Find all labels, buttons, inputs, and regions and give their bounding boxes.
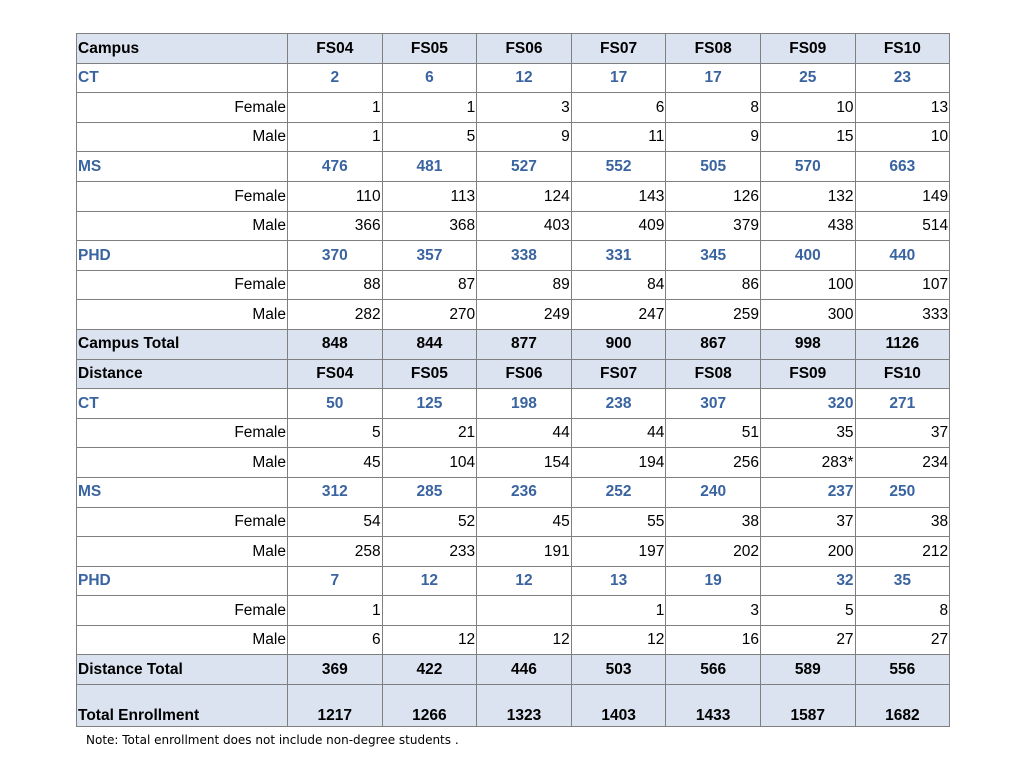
male-count-cell: 9	[666, 122, 761, 152]
distance-total-cell: 589	[760, 655, 855, 685]
degree-total-cell: 481	[382, 152, 477, 182]
male-count-cell: 212	[855, 537, 950, 567]
distance-phd-male-row	[77, 625, 950, 655]
male-count-cell: 6	[288, 625, 383, 655]
campus-header-label: Campus	[77, 34, 288, 64]
distance-ms-female-row	[77, 507, 950, 537]
male-count-cell: 234	[855, 448, 950, 478]
male-count-cell: 258	[288, 537, 383, 567]
male-count-cell: 409	[571, 211, 666, 241]
male-count-cell: 12	[571, 625, 666, 655]
degree-total-cell: 338	[477, 241, 572, 271]
campus-total-cell: 1126	[855, 329, 950, 359]
male-count-cell: 256	[666, 448, 761, 478]
female-count-cell: 1	[571, 596, 666, 626]
year-header-cell: FS04	[288, 34, 383, 64]
male-count-cell: 197	[571, 537, 666, 567]
degree-label: PHD	[77, 566, 288, 596]
female-count-cell: 84	[571, 270, 666, 300]
year-header-cell: FS10	[855, 359, 950, 389]
female-label: Female	[77, 270, 288, 300]
female-count-cell: 45	[477, 507, 572, 537]
campus-phd-male-row	[77, 300, 950, 330]
degree-total-cell: 285	[382, 477, 477, 507]
degree-total-cell: 307	[666, 389, 761, 419]
degree-total-cell: 19	[666, 566, 761, 596]
distance-ct-row	[77, 389, 950, 419]
degree-total-cell: 6	[382, 63, 477, 93]
year-header-cell: FS05	[382, 359, 477, 389]
male-label: Male	[77, 448, 288, 478]
enrollment-table	[76, 33, 950, 727]
degree-total-cell: 12	[382, 566, 477, 596]
female-count-cell: 8	[855, 596, 950, 626]
campus-phd-female-row	[77, 270, 950, 300]
male-label: Male	[77, 625, 288, 655]
degree-total-cell: 125	[382, 389, 477, 419]
distance-ms-male-row	[77, 537, 950, 567]
degree-total-cell: 250	[855, 477, 950, 507]
campus-ms-row	[77, 152, 950, 182]
male-count-cell: 16	[666, 625, 761, 655]
year-header-cell: FS07	[571, 34, 666, 64]
distance-total-cell: 446	[477, 655, 572, 685]
degree-total-cell: 236	[477, 477, 572, 507]
male-label: Male	[77, 300, 288, 330]
degree-total-cell: 476	[288, 152, 383, 182]
degree-total-cell: 12	[477, 566, 572, 596]
distance-total-cell: 369	[288, 655, 383, 685]
male-count-cell: 10	[855, 122, 950, 152]
distance-total-row	[77, 655, 950, 685]
female-count-cell: 86	[666, 270, 761, 300]
female-count-cell: 113	[382, 181, 477, 211]
male-count-cell: 1	[288, 122, 383, 152]
campus-header-row	[77, 34, 950, 64]
footnote: Note: Total enrollment does not include non-degree students .	[86, 733, 459, 747]
campus-total-label: Campus Total	[77, 329, 288, 359]
degree-total-cell: 32	[760, 566, 855, 596]
campus-ms-female-row	[77, 181, 950, 211]
year-header-cell: FS04	[288, 359, 383, 389]
degree-label: PHD	[77, 241, 288, 271]
male-count-cell: 300	[760, 300, 855, 330]
year-header-cell: FS06	[477, 34, 572, 64]
male-label: Male	[77, 122, 288, 152]
female-count-cell: 35	[760, 418, 855, 448]
distance-ct-female-row	[77, 418, 950, 448]
female-count-cell: 149	[855, 181, 950, 211]
male-count-cell: 247	[571, 300, 666, 330]
female-label: Female	[77, 418, 288, 448]
female-count-cell: 3	[666, 596, 761, 626]
degree-total-cell: 345	[666, 241, 761, 271]
campus-total-cell: 998	[760, 329, 855, 359]
female-count-cell: 5	[288, 418, 383, 448]
total-enrollment-cell: 1403	[571, 685, 666, 727]
female-count-cell: 1	[288, 596, 383, 626]
degree-total-cell: 198	[477, 389, 572, 419]
male-count-cell: 202	[666, 537, 761, 567]
female-count-cell: 38	[666, 507, 761, 537]
male-count-cell: 104	[382, 448, 477, 478]
degree-total-cell: 17	[571, 63, 666, 93]
degree-total-cell: 35	[855, 566, 950, 596]
degree-total-cell: 440	[855, 241, 950, 271]
male-count-cell: 368	[382, 211, 477, 241]
year-header-cell: FS08	[666, 34, 761, 64]
total-enrollment-cell: 1217	[288, 685, 383, 727]
male-count-cell: 154	[477, 448, 572, 478]
distance-header-label: Distance	[77, 359, 288, 389]
degree-total-cell: 25	[760, 63, 855, 93]
distance-ms-row	[77, 477, 950, 507]
female-count-cell: 37	[855, 418, 950, 448]
degree-label: MS	[77, 477, 288, 507]
year-header-cell: FS07	[571, 359, 666, 389]
distance-phd-female-row	[77, 596, 950, 626]
female-label: Female	[77, 181, 288, 211]
female-count-cell: 132	[760, 181, 855, 211]
degree-total-cell: 252	[571, 477, 666, 507]
male-count-cell: 15	[760, 122, 855, 152]
male-count-cell: 283*	[760, 448, 855, 478]
enrollment-table-body	[77, 34, 950, 727]
year-header-cell: FS06	[477, 359, 572, 389]
male-count-cell: 12	[382, 625, 477, 655]
female-label: Female	[77, 507, 288, 537]
year-header-cell: FS09	[760, 359, 855, 389]
distance-total-cell: 556	[855, 655, 950, 685]
female-count-cell: 37	[760, 507, 855, 537]
female-count-cell: 88	[288, 270, 383, 300]
degree-total-cell: 23	[855, 63, 950, 93]
male-count-cell: 233	[382, 537, 477, 567]
degree-total-cell: 331	[571, 241, 666, 271]
year-header-cell: FS05	[382, 34, 477, 64]
male-count-cell: 282	[288, 300, 383, 330]
distance-ct-male-row	[77, 448, 950, 478]
degree-total-cell: 13	[571, 566, 666, 596]
female-count-cell: 126	[666, 181, 761, 211]
campus-total-cell: 844	[382, 329, 477, 359]
total-enrollment-row	[77, 685, 950, 727]
total-enrollment-cell: 1266	[382, 685, 477, 727]
degree-total-cell: 12	[477, 63, 572, 93]
female-count-cell: 1	[382, 93, 477, 123]
male-count-cell: 379	[666, 211, 761, 241]
female-count-cell: 1	[288, 93, 383, 123]
female-count-cell: 89	[477, 270, 572, 300]
female-count-cell: 51	[666, 418, 761, 448]
degree-total-cell: 237	[760, 477, 855, 507]
campus-phd-row	[77, 241, 950, 271]
degree-total-cell: 663	[855, 152, 950, 182]
degree-total-cell: 271	[855, 389, 950, 419]
degree-label: CT	[77, 63, 288, 93]
male-count-cell: 11	[571, 122, 666, 152]
degree-total-cell: 320	[760, 389, 855, 419]
distance-total-cell: 566	[666, 655, 761, 685]
female-count-cell: 38	[855, 507, 950, 537]
degree-total-cell: 527	[477, 152, 572, 182]
degree-total-cell: 505	[666, 152, 761, 182]
year-header-cell: FS08	[666, 359, 761, 389]
male-count-cell: 249	[477, 300, 572, 330]
female-count-cell	[477, 596, 572, 626]
male-count-cell: 27	[855, 625, 950, 655]
distance-total-label: Distance Total	[77, 655, 288, 685]
male-count-cell: 12	[477, 625, 572, 655]
distance-total-cell: 422	[382, 655, 477, 685]
campus-ms-male-row	[77, 211, 950, 241]
male-label: Male	[77, 211, 288, 241]
female-count-cell: 107	[855, 270, 950, 300]
total-enrollment-cell: 1587	[760, 685, 855, 727]
male-count-cell: 514	[855, 211, 950, 241]
total-enrollment-cell: 1323	[477, 685, 572, 727]
total-enrollment-label: Total Enrollment	[77, 685, 288, 727]
degree-total-cell: 357	[382, 241, 477, 271]
female-count-cell: 13	[855, 93, 950, 123]
distance-total-cell: 503	[571, 655, 666, 685]
female-count-cell: 52	[382, 507, 477, 537]
male-count-cell: 270	[382, 300, 477, 330]
female-count-cell	[382, 596, 477, 626]
enrollment-table-container	[76, 33, 950, 727]
female-count-cell: 55	[571, 507, 666, 537]
campus-total-cell: 900	[571, 329, 666, 359]
distance-header-row	[77, 359, 950, 389]
female-count-cell: 54	[288, 507, 383, 537]
degree-total-cell: 50	[288, 389, 383, 419]
female-count-cell: 6	[571, 93, 666, 123]
campus-total-row	[77, 329, 950, 359]
female-label: Female	[77, 93, 288, 123]
degree-label: MS	[77, 152, 288, 182]
degree-total-cell: 7	[288, 566, 383, 596]
male-label: Male	[77, 537, 288, 567]
campus-ct-row	[77, 63, 950, 93]
year-header-cell: FS09	[760, 34, 855, 64]
female-count-cell: 21	[382, 418, 477, 448]
female-count-cell: 124	[477, 181, 572, 211]
total-enrollment-cell: 1682	[855, 685, 950, 727]
campus-total-cell: 867	[666, 329, 761, 359]
female-count-cell: 44	[477, 418, 572, 448]
distance-phd-row	[77, 566, 950, 596]
male-count-cell: 191	[477, 537, 572, 567]
male-count-cell: 403	[477, 211, 572, 241]
degree-total-cell: 238	[571, 389, 666, 419]
degree-total-cell: 312	[288, 477, 383, 507]
female-count-cell: 87	[382, 270, 477, 300]
male-count-cell: 27	[760, 625, 855, 655]
degree-total-cell: 552	[571, 152, 666, 182]
male-count-cell: 333	[855, 300, 950, 330]
female-label: Female	[77, 596, 288, 626]
degree-total-cell: 400	[760, 241, 855, 271]
male-count-cell: 259	[666, 300, 761, 330]
female-count-cell: 44	[571, 418, 666, 448]
male-count-cell: 438	[760, 211, 855, 241]
campus-ct-male-row	[77, 122, 950, 152]
female-count-cell: 3	[477, 93, 572, 123]
campus-total-cell: 877	[477, 329, 572, 359]
degree-total-cell: 17	[666, 63, 761, 93]
degree-total-cell: 370	[288, 241, 383, 271]
female-count-cell: 10	[760, 93, 855, 123]
campus-total-cell: 848	[288, 329, 383, 359]
male-count-cell: 5	[382, 122, 477, 152]
female-count-cell: 100	[760, 270, 855, 300]
female-count-cell: 143	[571, 181, 666, 211]
female-count-cell: 5	[760, 596, 855, 626]
campus-ct-female-row	[77, 93, 950, 123]
male-count-cell: 200	[760, 537, 855, 567]
female-count-cell: 8	[666, 93, 761, 123]
degree-label: CT	[77, 389, 288, 419]
male-count-cell: 366	[288, 211, 383, 241]
female-count-cell: 110	[288, 181, 383, 211]
year-header-cell: FS10	[855, 34, 950, 64]
degree-total-cell: 570	[760, 152, 855, 182]
degree-total-cell: 2	[288, 63, 383, 93]
degree-total-cell: 240	[666, 477, 761, 507]
total-enrollment-cell: 1433	[666, 685, 761, 727]
male-count-cell: 194	[571, 448, 666, 478]
male-count-cell: 45	[288, 448, 383, 478]
male-count-cell: 9	[477, 122, 572, 152]
